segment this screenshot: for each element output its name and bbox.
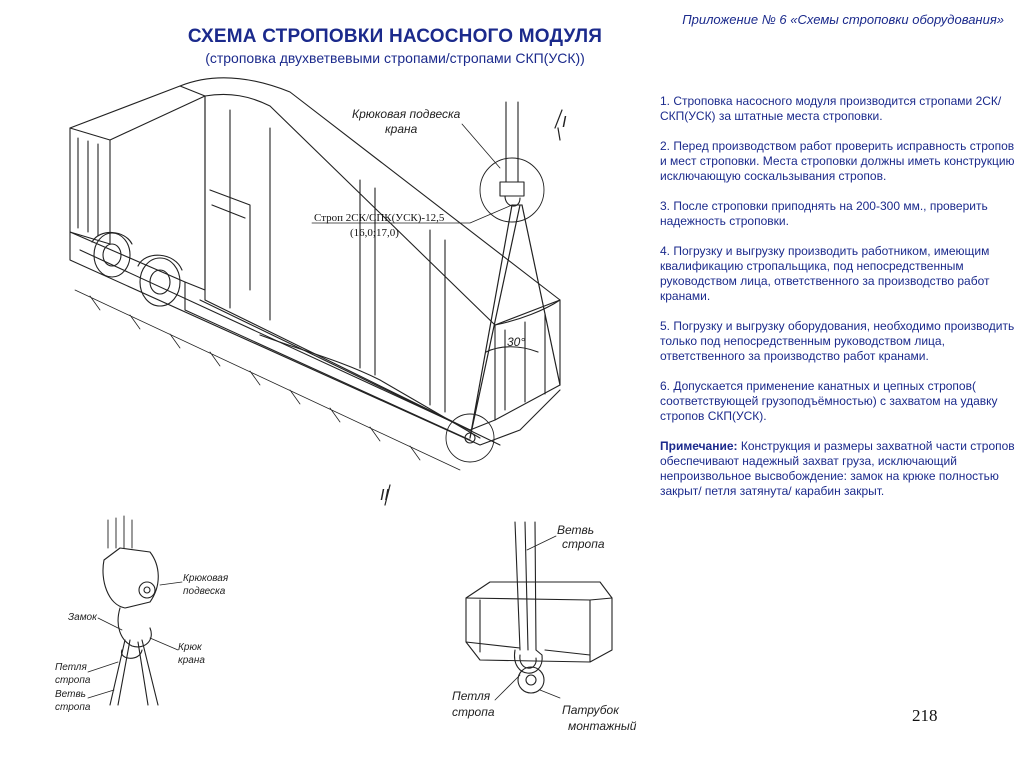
pump-module-drawing xyxy=(70,78,562,505)
lug-branch-label-2: стропа xyxy=(562,537,605,551)
instruction-item: 1. Строповка насосного модуля производится стропами 2СК/СКП(УСК) за штатные места строповки. xyxy=(660,94,1002,123)
hook-detail-drawing xyxy=(88,516,182,705)
hook-block-label: Крюковая подвеска xyxy=(352,107,461,121)
detail-loop-label-2: стропа xyxy=(55,675,91,686)
lug-loop-label-2: стропа xyxy=(452,705,495,719)
hook-block-label-2: крана xyxy=(385,122,418,136)
detail-hook-block-label: Крюковая xyxy=(183,573,229,584)
detail-branch-label-2: стропа xyxy=(55,702,91,713)
page-number: 218 xyxy=(912,706,938,725)
page-title: СХЕМА СТРОПОВКИ НАСОСНОГО МОДУЛЯ xyxy=(187,26,603,47)
angle-label: 30° xyxy=(507,335,526,349)
detail-crane-hook-label-2: крана xyxy=(178,655,205,666)
sling-spec-label: Строп 2СК/СПК(УСК)-12,5 xyxy=(314,212,445,224)
view-marker-2: II xyxy=(380,487,389,504)
lug-loop-label: Петля xyxy=(452,689,491,703)
detail-hook-block-label-2: подвеска xyxy=(183,586,226,597)
instruction-item: 5. Погрузку и выгрузку оборудования, необходимо производить только под непосредственным руководством лица, ответственного за производство работ кранами. xyxy=(660,319,1015,363)
instruction-item: 6. Допускается применение канатных и цепных стропов( соответствующей грузоподъёмностью) с захватом на удавку стропов СКП(УСК). xyxy=(660,379,998,423)
instruction-item: 3. После строповки приподнять на 200-300 мм., проверить надежность строповки. xyxy=(660,199,988,228)
sling-capacity-label: (16,0;17,0) xyxy=(350,227,399,239)
appendix-reference: Приложение № 6 «Схемы строповки оборудования» xyxy=(682,12,1004,27)
lug-pipe-label: Патрубок xyxy=(562,703,619,717)
instruction-item: 2. Перед производством работ проверить исправность стропов и мест строповки. Места строповки должны иметь конструкцию исключающую соскальзывания стропов. xyxy=(660,139,1015,183)
note-label: Примечание: xyxy=(660,439,738,453)
detail-branch-label: Ветвь xyxy=(55,689,86,700)
detail-lock-label: Замок xyxy=(68,612,97,623)
page-subtitle: (строповка двухветвевыми стропами/стропами СКП(УСК)) xyxy=(205,50,585,66)
lug-pipe-label-2: монтажный xyxy=(568,719,637,733)
lug-branch-label: Ветвь xyxy=(557,523,595,537)
view-marker-1: I xyxy=(562,114,567,131)
note-text: Конструкция и размеры захватной части стропов обеспечивают надежный захват груза, исключающий непроизвольное высвобождение: замок на крюке полностью закрыт/ петля затянута/ карабин закрыт. xyxy=(660,439,1015,498)
instruction-item: 4. Погрузку и выгрузку производить работником, имеющим квалификацию стропальщика, под непосредственным руководством лица, ответственного за производство работ кранами. xyxy=(660,244,990,303)
detail-crane-hook-label: Крюк xyxy=(178,642,202,653)
detail-loop-label: Петля xyxy=(55,662,87,673)
